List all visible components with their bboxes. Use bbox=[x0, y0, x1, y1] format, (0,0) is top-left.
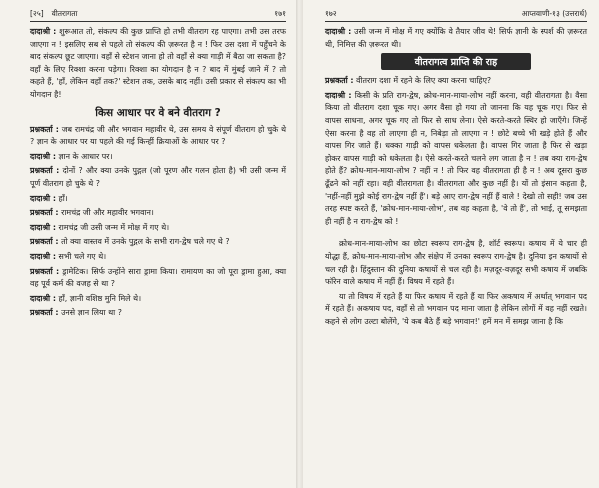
dialogue-paragraph bbox=[30, 307, 286, 320]
right-paragraphs bbox=[325, 238, 587, 328]
speaker-label: प्रश्नकर्ता : bbox=[30, 237, 59, 247]
dialogue-paragraph bbox=[30, 193, 286, 206]
dialogue-paragraph bbox=[30, 151, 286, 164]
right-page bbox=[303, 0, 599, 488]
speaker-label: प्रश्नकर्ता : bbox=[325, 76, 354, 86]
dialogue-text: रामचंद्र जी और महावीर भगवान। bbox=[58, 208, 154, 218]
body-paragraph: क्रोध-मान-माया-लोभ का छोटा स्वरूप राग-द्वेष है, शॉर्ट स्वरूप। कषाय में ये चार ही योद्धा हैं, क्रोध-मान-माया-लोभ और संक्षेप में उनका स्वरूप राग-द्वेष है। दुनिया इन कषायों से चल रही है। हिंदुस्तान की दुनिया कषायों से चल रही है। मज़दूर-वज़दूर सभी कषाय में जबकि फॉरेन वाले कषाय में नहीं हैं। विषय में रहते हैं। bbox=[325, 239, 587, 287]
left-intro bbox=[30, 26, 286, 102]
dialogue-text: जब रामचंद्र जी और भगवान महावीर थे, उस समय वे संपूर्ण वीतराग हो चुके थे ? ज्ञान के आधार पर या पहले की गई किन्हीं क्रियाओं के आधार पर ? bbox=[30, 124, 286, 147]
dialogue-paragraph bbox=[30, 236, 286, 249]
left-page-header bbox=[30, 6, 286, 21]
dialogue-paragraph bbox=[325, 26, 587, 51]
book-gutter bbox=[296, 0, 303, 488]
book-title: वीतरागता bbox=[51, 9, 78, 18]
dialogue-text: उसी जन्म में मोक्ष में गए क्योंकि वे तैयार जीव थे! सिर्फ ज्ञानी के स्पर्श की ज़रूरत थी, निमित्त की ज़रूरत थी। bbox=[325, 27, 587, 49]
speaker-label: दादाश्री : bbox=[30, 293, 57, 303]
speaker-label: प्रश्नकर्ता : bbox=[30, 208, 59, 218]
page-number: १७२ bbox=[325, 9, 337, 18]
dialogue-text: सभी चले गए थे। bbox=[56, 251, 107, 261]
left-dialogue bbox=[30, 124, 286, 320]
dialogue-text: रामचंद्र जी उसी जन्म में मोक्ष में गए थे। bbox=[56, 222, 170, 232]
speaker-label: दादाश्री : bbox=[30, 251, 57, 261]
speaker-label: दादाश्री : bbox=[30, 27, 57, 36]
dialogue-text: किसी के प्रति राग-द्वेष, क्रोध-मान-माया-लोभ नहीं करना, वही वीतरागता है। वैसा किया तो वीतराग दशा चूक गए। अगर वैसा हो गया तो जानना कि यह चूक गए। फिर से वापस साधना, अगर चूक गए तो फिर से साध लेना। ऐसे करते-करते स्थिर हो जाएँगे। जिन्हें ऐसा करना है वह तो लाएगा ही न, निबेड़ा तो लाएगा न ! छोटे बच्चे भी खड़े होते हैं और वापस गिर जाते हैं। धक्का गाड़ी को वापस धकेलता है। वापस गिर जाता है फिर से खड़ा होकर वापस गाड़ी को धकेलता है। ऐसे करते-करते चलने लग जाता है न ! तब क्या राग-द्वेष होते हैं? क्रोध-मान-माया-लोभ ? नहीं न ! तो फिर वह वीतरागता ही है न ! अब दूसरा कुछ ढूँढने को नहीं रहा। वही वीतरागता है। वीतरागता और कुछ नहीं है। यों तो इंसान कहता है, 'नहीं-नहीं मुझे कोई राग-द्वेष नहीं हैं'। बड़े आए राग-द्वेष नहीं हैं वाले ! देखो तो सही! जब उस तरह स्पष्ट करते हैं, 'क्रोध-मान-माया-लोभ', तब वह कहता है, 'वे तो हैं', तो भाई, तू समझता ही नहीं है न राग-द्वेष को ! bbox=[325, 90, 587, 226]
dialogue-paragraph bbox=[30, 222, 286, 235]
speaker-label: दादाश्री : bbox=[325, 90, 352, 100]
dialogue-text: ड्रामेटिक। सिर्फ उन्होंने सारा ड्रामा किया। रामायण का जो पूरा ड्रामा हुआ, क्या वह पूर्व कर्म की वजह से था ? bbox=[30, 266, 286, 289]
speaker-label: दादाश्री : bbox=[30, 151, 57, 161]
header-rule bbox=[30, 21, 286, 22]
dialogue-text: हाँ, ज्ञानी वशिष्ठ मुनि मिले थे। bbox=[56, 293, 142, 303]
section-label: [२५] bbox=[30, 9, 44, 18]
speaker-label: दादाश्री : bbox=[325, 27, 352, 36]
speaker-label: दादाश्री : bbox=[30, 193, 57, 203]
dialogue-text: शुरूआत तो, संकल्प की कुछ प्राप्ति हो तभी वीतराग रह पाएगा। तभी उस तरफ जाएगा न ! इसलिए सब से पहले तो संकल्प की ज़रूरत है न ! फिर उस दशा में पहुँचने के बाद संकल्प छूट जाएगा। वहाँ से स्टेशन जाना हो तो वहाँ से क्या गाड़ी में बैठा जा सकता है? वहाँ के लिए रिक्शा करना पड़ेगा। रिक्शा का योगदान है न ? बाद में मुंबई जाने में ? तो कहते हैं, 'हाँ, लेकिन वहाँ तक?' स्टेशन तक, उसके बाद नहीं। उसी प्रकार से संकल्प का भी योगदान है! bbox=[30, 27, 286, 99]
speaker-label: प्रश्नकर्ता : bbox=[30, 124, 59, 134]
header-rule bbox=[325, 21, 587, 22]
book-title: आप्तवाणी-१३ (उत्तरार्ध) bbox=[521, 9, 587, 18]
dialogue-text: वीतराग दशा में रहने के लिए क्या करना चाहिए? bbox=[353, 76, 492, 86]
page-number: १७१ bbox=[274, 9, 286, 18]
left-page bbox=[0, 0, 296, 488]
section-heading-banner: वीतरागत्व प्राप्ति की राह bbox=[381, 53, 531, 70]
right-page-header bbox=[325, 6, 587, 21]
dialogue-text: उनसे ज्ञान लिया था ? bbox=[58, 308, 122, 318]
section-heading: किस आधार पर वे बने वीतराग ? bbox=[95, 106, 221, 119]
speaker-label: प्रश्नकर्ता : bbox=[30, 266, 60, 276]
speaker-label: दादाश्री : bbox=[30, 222, 57, 232]
dialogue-text: दोनों ? और क्या उनके पुद्गल (जो पूरण और गलन होता है) भी उसी जन्म में पूर्ण वीतराग हो चुके थे ? bbox=[30, 166, 286, 188]
dialogue-text: ज्ञान के आधार पर। bbox=[56, 151, 113, 161]
dialogue-paragraph bbox=[325, 75, 587, 88]
paragraph-gap bbox=[325, 230, 587, 238]
right-intro bbox=[325, 26, 587, 51]
dialogue-paragraph bbox=[30, 165, 286, 190]
dialogue-paragraph bbox=[30, 26, 286, 102]
dialogue-paragraph bbox=[30, 207, 286, 220]
dialogue-text: तो क्या वास्तव में उनके पुद्गल के सभी राग-द्वेष चले गए थे ? bbox=[58, 237, 230, 247]
right-dialogue bbox=[325, 75, 587, 228]
speaker-label: प्रश्नकर्ता : bbox=[30, 166, 60, 176]
dialogue-paragraph bbox=[30, 124, 286, 149]
dialogue-paragraph bbox=[30, 266, 286, 291]
dialogue-paragraph bbox=[30, 293, 286, 306]
speaker-label: प्रश्नकर्ता : bbox=[30, 308, 59, 318]
dialogue-paragraph bbox=[325, 90, 587, 229]
dialogue-paragraph bbox=[30, 251, 286, 264]
body-paragraph: या तो विषय में रहते हैं या फिर कषाय में रहते हैं या फिर अकषाय में अर्थात् भगवान पद में रहते हैं। अकषाय पद, वहाँ से तो भगवान पद माना जाता है लेकिन लोगों में वह नहीं रखते। कहने से लोग उल्टा बोलेंगे, 'ये कब बैठे हैं बड़े भगवान!' हमें मन में समझ जाना है कि bbox=[325, 291, 587, 326]
dialogue-text: हाँ। bbox=[56, 193, 68, 203]
